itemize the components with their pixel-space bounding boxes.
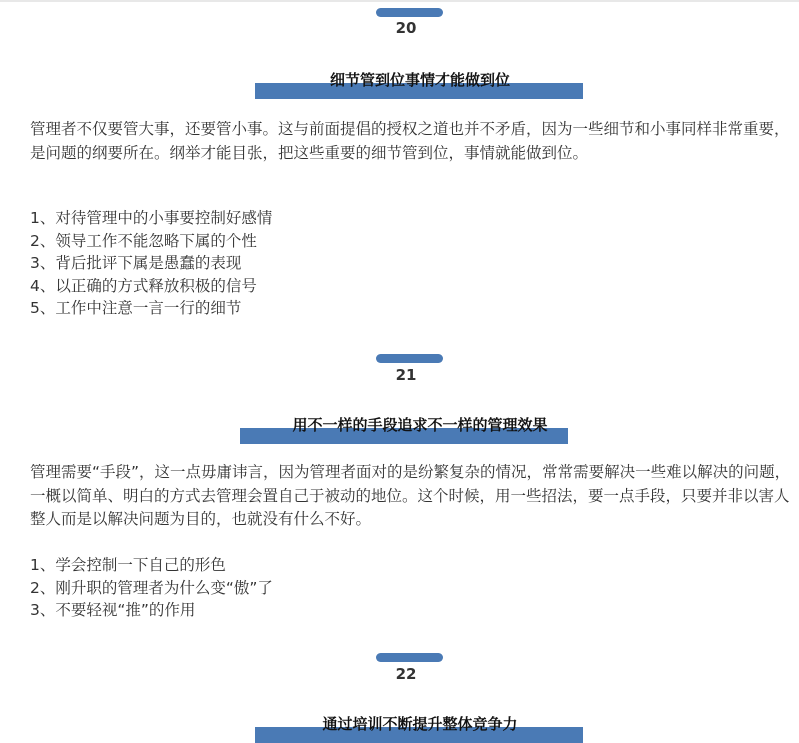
section-number: 22 xyxy=(395,665,417,683)
list-item: 1、对待管理中的小事要控制好感情 xyxy=(30,209,273,227)
section-title: 用不一样的手段追求不一样的管理效果 xyxy=(292,416,548,434)
section-title: 细节管到位事情才能做到位 xyxy=(329,71,510,89)
section-paragraph: 管理者不仅要管大事，还要管小事。这与前面提倡的授权之道也并不矛盾，因为一些细节和小事同样非常重要，是问题的纲要所在。纲举才能目张，把这些重要的细节管到位，事情就能做到位。 xyxy=(30,120,790,162)
top-divider xyxy=(0,0,799,2)
item-list xyxy=(30,554,273,622)
section-marker xyxy=(376,653,443,662)
list-item: 2、领导工作不能忽略下属的个性 xyxy=(30,231,257,250)
list-item: 4、以正确的方式释放积极的信号 xyxy=(30,276,257,295)
section-title: 通过培训不断提升整体竞争力 xyxy=(322,715,518,733)
list-item: 2、刚升职的管理者为什么变“傲”了 xyxy=(30,578,273,597)
section-paragraph: 管理需要“手段”，这一点毋庸讳言，因为管理者面对的是纷繁复杂的情况，常常需要解决一些难以解决的问题，一概以简单、明白的方式去管理会置自己于被动的地位。这个时候，用一些招法，要一点手段，只要并非以害人整人而是以解决问题为目的，也就没有什么不好。 xyxy=(30,463,791,528)
list-item: 5、工作中注意一言一行的细节 xyxy=(30,299,242,317)
list-item: 3、背后批评下属是愚蠢的表现 xyxy=(30,254,242,272)
section-number: 20 xyxy=(395,19,417,37)
list-item: 3、不要轻视“推”的作用 xyxy=(30,601,196,619)
item-list xyxy=(30,207,272,320)
list-item: 1、学会控制一下自己的形色 xyxy=(30,556,226,574)
section-marker xyxy=(376,8,443,17)
section-marker xyxy=(376,354,443,363)
section-number: 21 xyxy=(395,366,417,384)
